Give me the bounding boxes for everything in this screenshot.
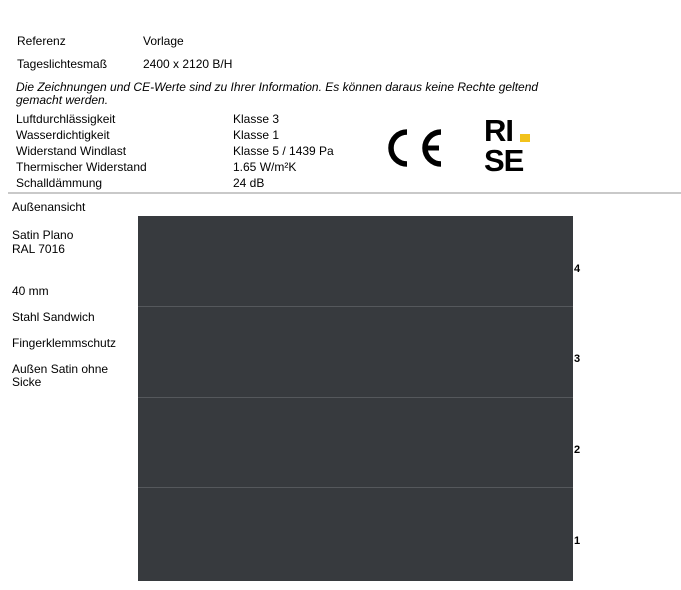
outer-finish-line1: Außen Satin ohne	[12, 362, 109, 376]
finish-line2: RAL 7016	[12, 242, 65, 256]
panel-number: 1	[574, 535, 581, 547]
rise-logo	[483, 113, 533, 178]
disclaimer-note: Die Zeichnungen und CE-Werte sind zu Ihrer Information. Es können daraus keine Rechte geltend gemacht werden.	[16, 80, 539, 107]
spec-label: Luftdurchlässigkeit	[16, 112, 116, 126]
rise-logo-bottom: SE	[484, 143, 524, 178]
panel-number: 3	[574, 353, 581, 365]
panel-seam	[138, 487, 573, 488]
material-label: Stahl Sandwich	[12, 310, 95, 324]
panel-number: 2	[574, 444, 581, 456]
spec-label: Widerstand Windlast	[16, 144, 127, 158]
spec-label: Wasserdichtigkeit	[16, 128, 110, 142]
spec-value: 1.65 W/m²K	[233, 160, 297, 174]
spec-value: 24 dB	[233, 176, 265, 190]
panel-number: 4	[574, 263, 581, 275]
garage-door-drawing	[138, 216, 573, 581]
section-divider	[8, 192, 681, 194]
referenz-value: Vorlage	[143, 34, 184, 48]
panel-seam	[138, 397, 573, 398]
rise-accent-square	[520, 134, 530, 142]
spec-label: Thermischer Widerstand	[16, 160, 147, 174]
outer-finish-line2: Sicke	[12, 375, 42, 389]
tageslicht-value: 2400 x 2120 B/H	[143, 57, 233, 71]
spec-value: Klasse 5 / 1439 Pa	[233, 144, 334, 158]
rise-logo-top: RI	[484, 113, 513, 148]
tageslicht-label: Tageslichtesmaß	[17, 57, 108, 71]
view-label: Außenansicht	[12, 200, 86, 214]
panel-seam	[138, 306, 573, 307]
spec-value: Klasse 3	[233, 112, 280, 126]
finish-line1: Satin Plano	[12, 228, 74, 242]
thickness-label: 40 mm	[12, 284, 49, 298]
spec-label: Schalldämmung	[16, 176, 103, 190]
ce-mark-icon	[385, 126, 445, 170]
safety-label: Fingerklemmschutz	[12, 336, 117, 350]
referenz-label: Referenz	[17, 34, 66, 48]
spec-value: Klasse 1	[233, 128, 280, 142]
